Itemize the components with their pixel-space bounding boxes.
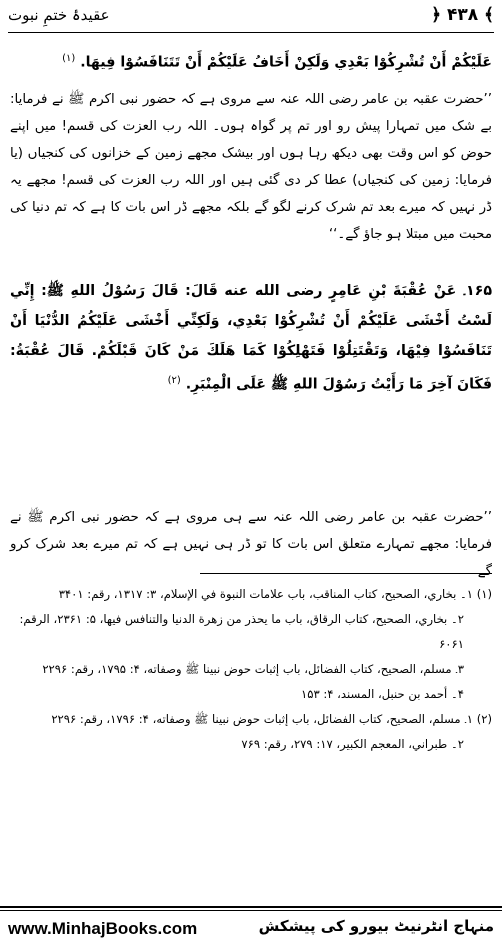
book-title: عقیدۂ ختمِ نبوت [8,6,110,24]
header-rule [8,32,494,33]
site-link[interactable]: www.MinhajBooks.com [8,919,198,938]
arabic-text-1-body: عَلَيْكُمْ أَنْ تُشْرِكُوْا بَعْدِي وَلَكِنْ أَخَافُ عَلَيْكُمْ أَنْ تَتَنَافَسُوْا فِيهَا. [80,54,492,71]
urdu-translation-1: ’’حضرت عقبہ بن عامر رضی اللہ عنہ سے مروی ہے کہ حضور نبی اکرم ﷺ نے فرمایا: بے شک میں تمہارا پیش رو اور تم پر گواہ ہوں۔ اللہ رب العزت کی قسم! میں اپنے حوض کو اس وقت بھی دیکھ رہا ہوں اور بیشک مجھے زمین کے خزانوں کی کنجیاں (یا فرمایا: زمین کی کنجیاں) عطا کر دی گئی ہیں اور اللہ رب العزت کی قسم! مجھے یہ ڈر نہیں کہ میرے بعد تم شرک کرنے لگو گے بلکہ مجھے ڈر اس بات کا ہے کہ تم دنیا کی محبت میں مبتلا ہو جاؤ گے۔‘‘ [10,92,492,242]
footnotes [10,582,492,757]
page-number: ﴿ ۴۳۸ ﴾ [431,5,494,25]
page-footer [8,915,494,943]
footnote-text: ۱۔ مسلم، الصحيح، كتاب الفضائل، باب إثبات حوض نبينا ﷺ وصفاته، ۴: ۱۷۹۶، رقم: ۲۲۹۶ [51,712,474,726]
footer-rule-thin [0,910,502,911]
publisher-credit: منہاج انٹرنیٹ بیورو کی پیشکش [258,917,494,935]
footnote-1-1 [10,582,492,607]
footnote-marker: (۲) [476,712,492,726]
urdu-translation-2: ’’حضرت عقبہ بن عامر رضی اللہ عنہ سے ہی مروی ہے کہ حضور نبی اکرم ﷺ نے فرمایا: مجھے تمہارے متعلق اس بات کا تو ڈر ہی نہیں ہے کہ تم میرے بعد شرک کرو گے [10,510,492,579]
footnote-2-1 [10,707,492,732]
footnote-2-2: ۲۔ طبراني، المعجم الكبير، ۱۷: ۲۷۹، رقم: ۷۶۹ [241,737,464,751]
hadith-165-arabic [10,276,492,400]
footnote-rule [200,573,492,574]
footnote-ref-2[interactable]: (۲) [167,375,181,386]
page-header [8,2,494,32]
footnote-1-2: ۲۔ بخاري، الصحيح، كتاب الرقاق، باب ما يحذر من زهرة الدنيا والتنافس فيها، ۵: ۲۳۶۱، الرقم: ۶۰۶۱ [19,612,464,651]
footnote-1-3: ۳۔ مسلم، الصحيح، كتاب الفضائل، باب إثبات حوض نبينا ﷺ وصفاته، ۴: ۱۷۹۵، رقم: ۲۲۹۶ [42,662,464,676]
footnote-marker: (۱) [476,587,492,601]
hadith-165-body: ۱۶۵۔ عَنْ عُقْبَةَ بْنِ عَامِرٍ رضی الله عنه قَالَ: قَالَ رَسُوْلُ اللهِ ﷺ: إِنِّي لَسْتُ أَخْشَى عَلَيْكُمْ أَنْ تُشْرِكُوْا بَعْدِي، وَلَكِنِّي أَخْشَى عَلَيْكُمُ الدُّنْيَا أَنْ تَنَافَسُوْا فِيْهَا، وَتَقْتَتِلُوْا فَتَهْلِكُوْا كَمَا هَلَكَ مَنْ كَانَ قَبْلَكُمْ. قَالَ عُقْبَةُ: فَكَانَ آخِرَ مَا رَأَيْتُ رَسُوْلَ اللهِ ﷺ عَلَى الْمِنْبَرِ. [10,283,492,393]
footnote-ref-1[interactable]: (۱) [62,53,76,64]
footnote-text: ۱۔ بخاري، الصحيح، كتاب المناقب، باب علامات النبوة في الإسلام، ۳: ۱۳۱۷، رقم: ۳۴۰۱ [58,587,474,601]
arabic-text-1 [10,44,492,78]
footnote-1-4: ۴۔ أحمد بن حنبل، المسند، ۴: ۱۵۳ [300,687,464,701]
footer-rule [0,906,502,908]
